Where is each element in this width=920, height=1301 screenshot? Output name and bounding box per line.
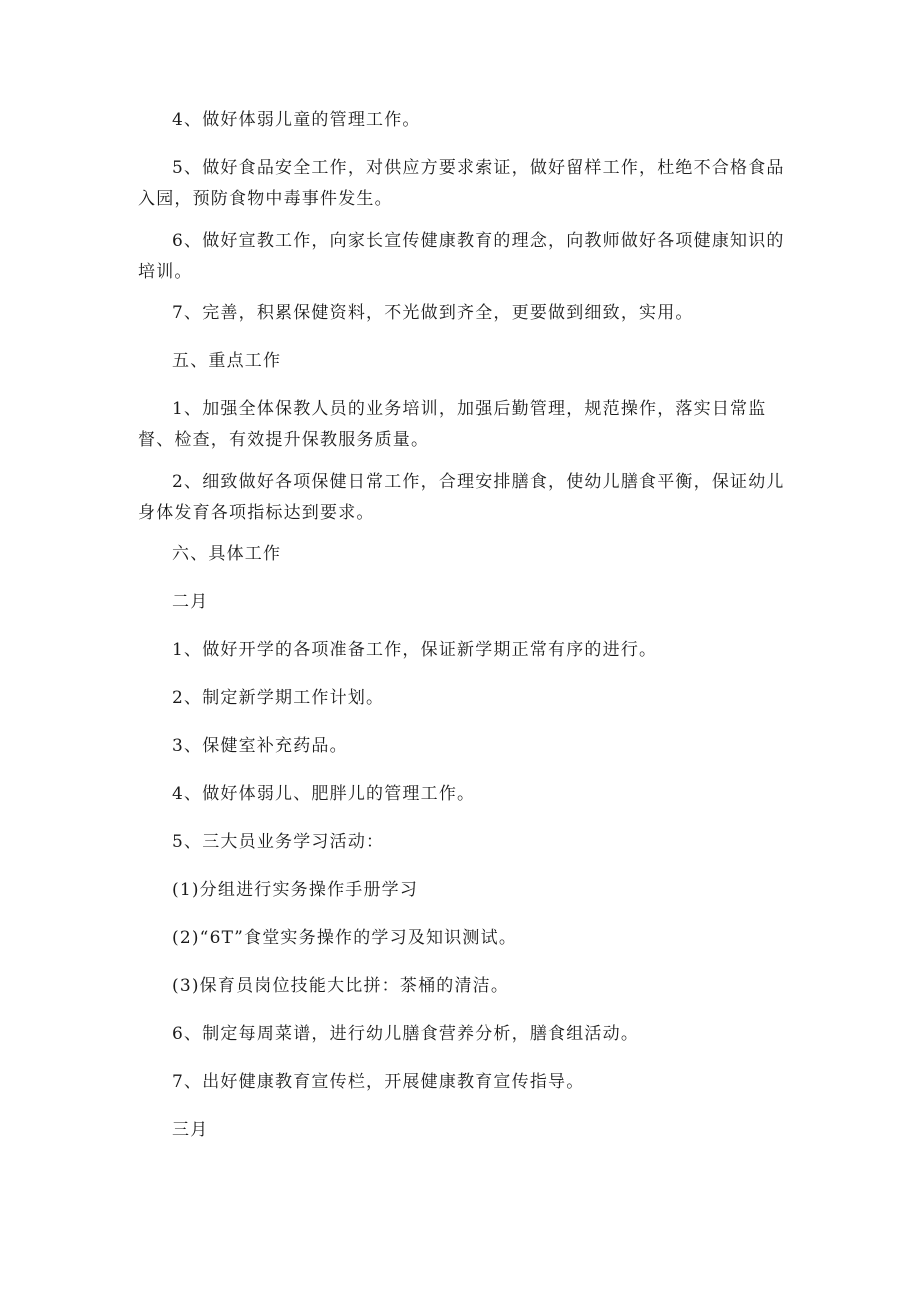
section-heading: 五、重点工作 xyxy=(172,351,282,371)
paragraph: (2)“6T”食堂实务操作的学习及知识测试。 xyxy=(172,928,518,948)
paragraph: 7、出好健康教育宣传栏，开展健康教育宣传指导。 xyxy=(172,1072,585,1092)
month-heading: 二月 xyxy=(172,592,209,612)
paragraph: 2、制定新学期工作计划。 xyxy=(172,688,385,708)
paragraph: 3、保健室补充药品。 xyxy=(172,736,348,756)
paragraph: 2、细致做好各项保健日常工作，合理安排膳食，使幼儿膳食平衡，保证幼儿身体发育各项指标达到要求。 xyxy=(138,472,785,523)
paragraph: 6、做好宣教工作，向家长宣传健康教育的理念，向教师做好各项健康知识的培训。 xyxy=(138,231,785,282)
paragraph: (3)保育员岗位技能大比拼：茶桶的清洁。 xyxy=(172,976,510,996)
month-heading: 三月 xyxy=(172,1120,209,1140)
paragraph: 6、制定每周菜谱，进行幼儿膳食营养分析，膳食组活动。 xyxy=(172,1024,640,1044)
paragraph: 7、完善，积累保健资料，不光做到齐全，更要做到细致，实用。 xyxy=(172,303,694,323)
paragraph: (1)分组进行实务操作手册学习 xyxy=(172,880,419,900)
paragraph: 4、做好体弱儿童的管理工作。 xyxy=(172,110,421,130)
paragraph: 1、加强全体保教人员的业务培训，加强后勤管理，规范操作，落实日常监督、检查，有效提升保教服务质量。 xyxy=(138,399,767,450)
paragraph: 5、三大员业务学习活动： xyxy=(172,832,385,852)
paragraph: 1、做好开学的各项准备工作，保证新学期正常有序的进行。 xyxy=(172,640,658,660)
section-heading: 六、具体工作 xyxy=(172,544,282,564)
paragraph: 5、做好食品安全工作，对供应方要求索证，做好留样工作，杜绝不合格食品入园，预防食物中毒事件发生。 xyxy=(138,158,785,209)
paragraph: 4、做好体弱儿、肥胖儿的管理工作。 xyxy=(172,784,476,804)
